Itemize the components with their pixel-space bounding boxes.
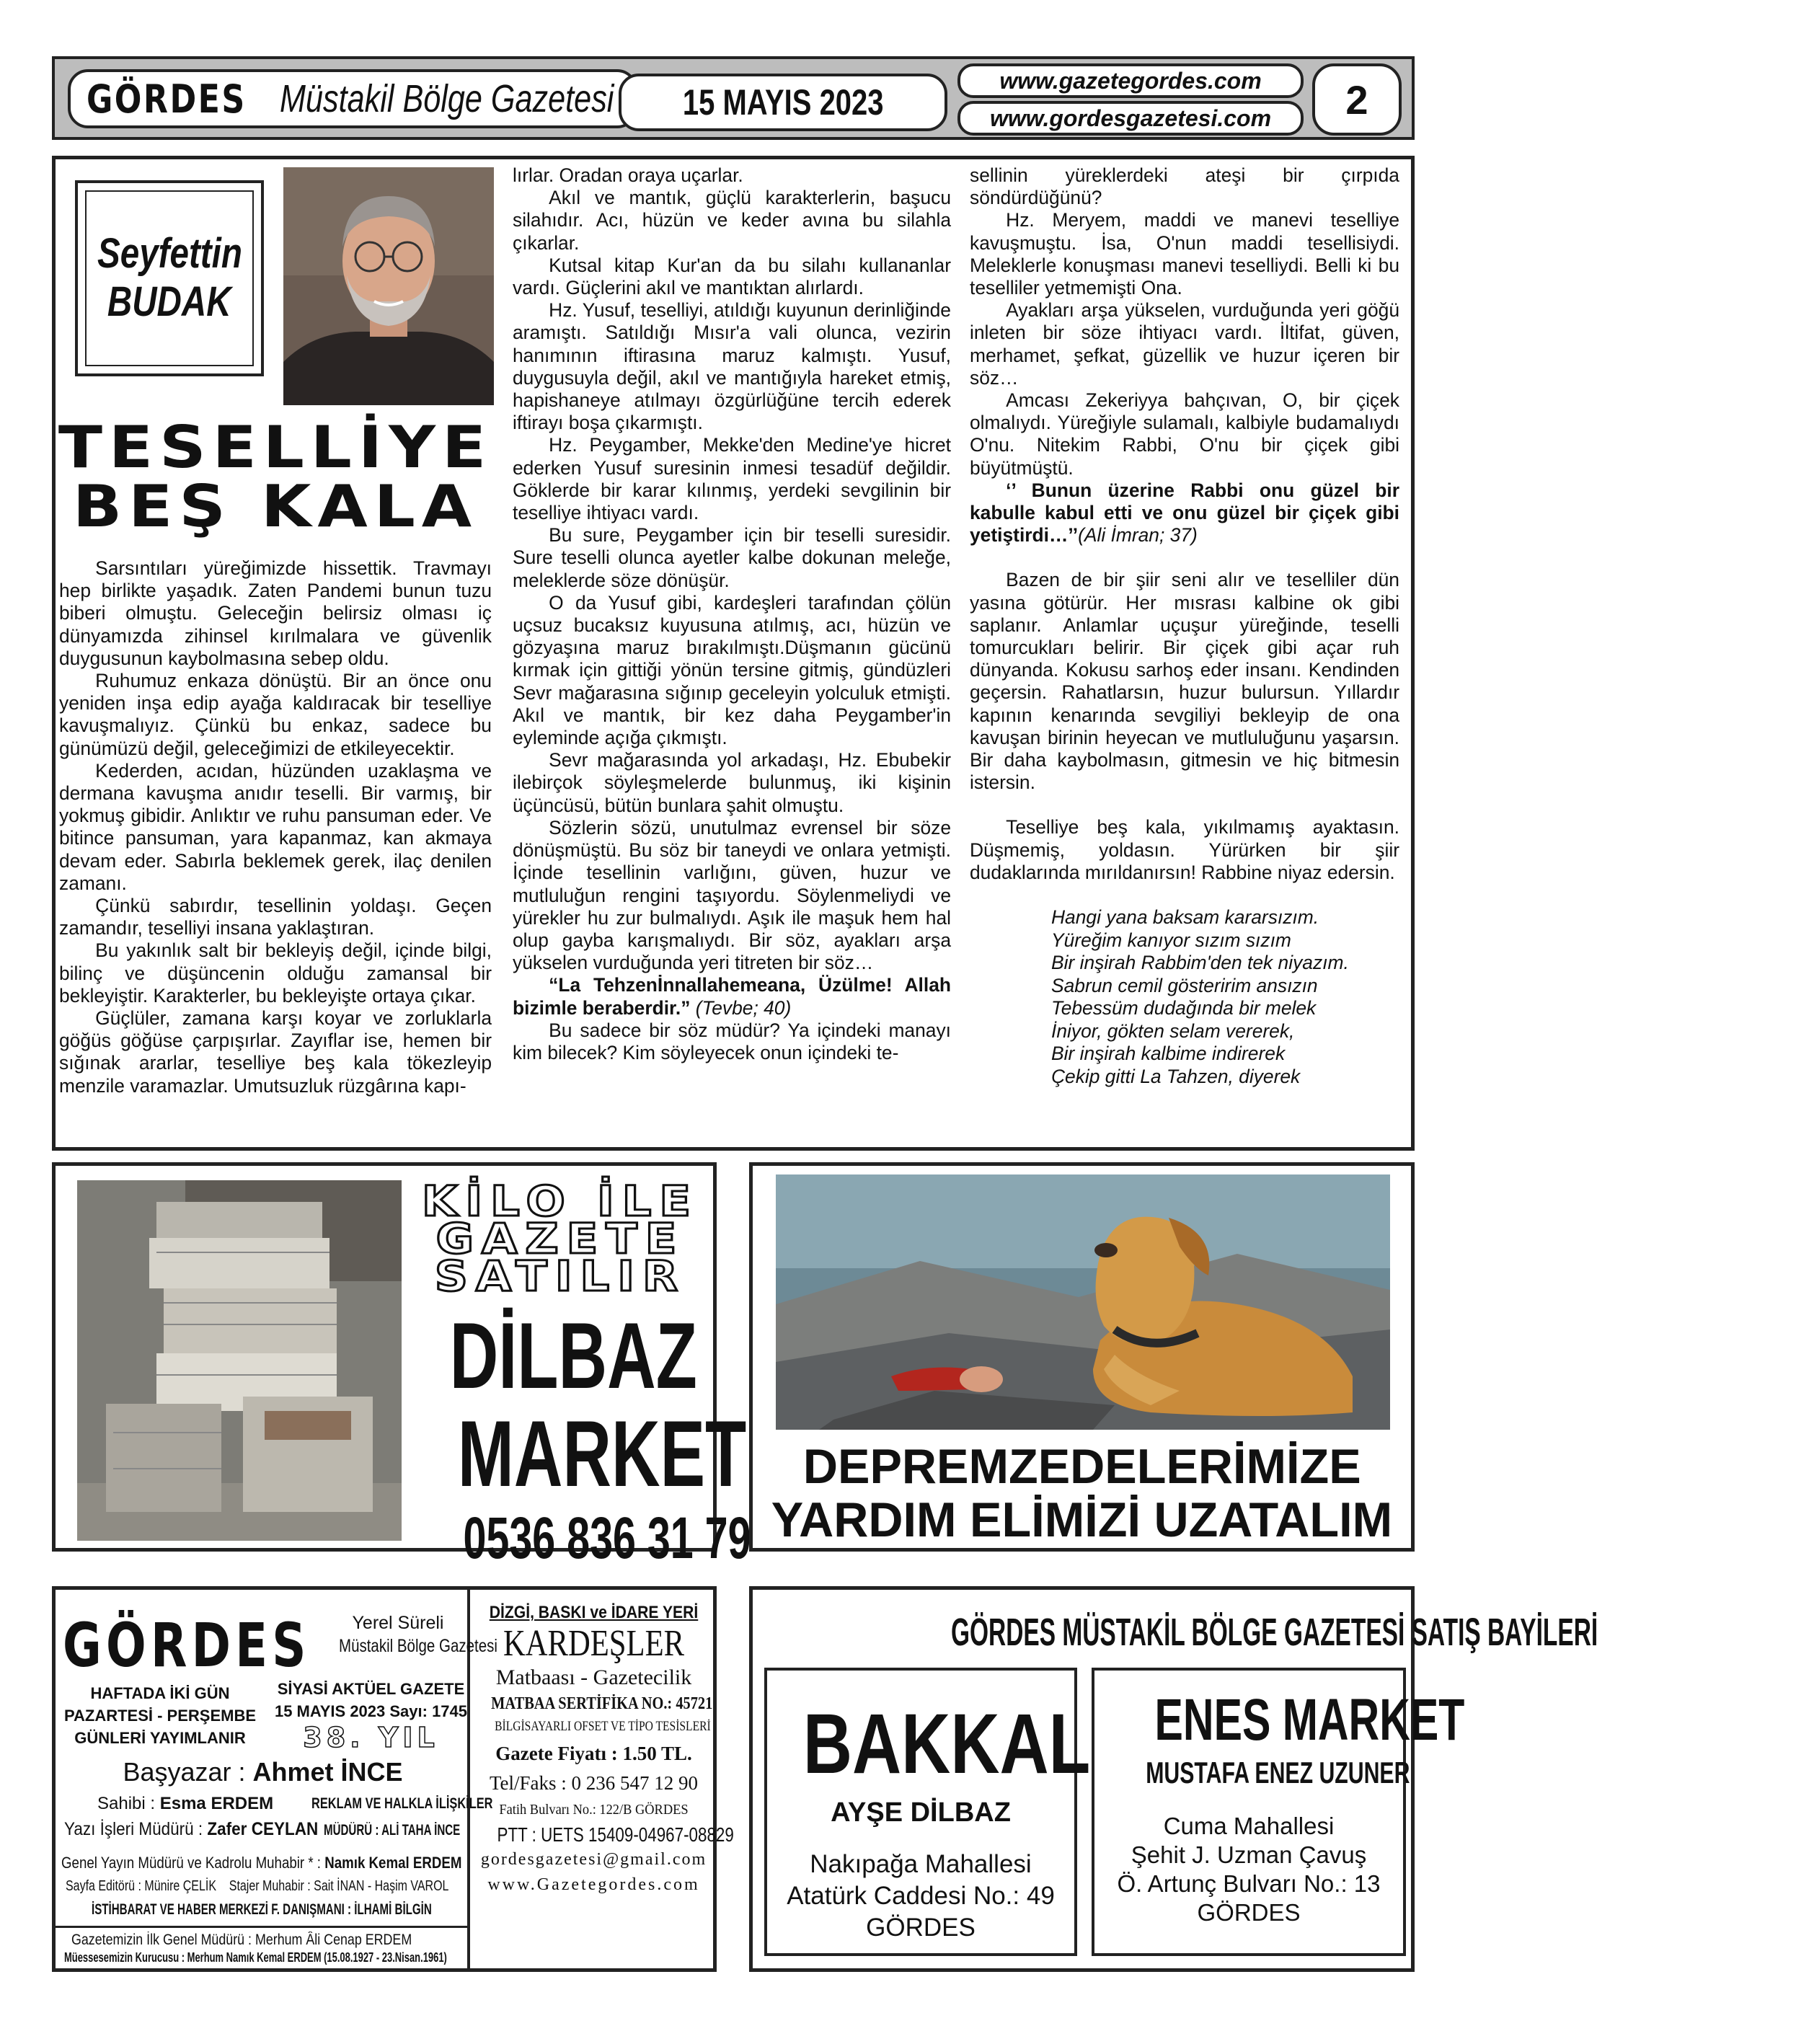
printer-phone: Tel/Faks : 0 236 547 12 90	[489, 1772, 699, 1794]
issue-info	[272, 1678, 470, 1751]
type-line-1: Yerel Süreli	[352, 1613, 444, 1633]
paragraph: Bu yakınlık salt bir bekleyiş değil, içinde bilgi, bilinç ve düşüncenin olduğu zamansal bir bekleyiştir. Karakterler, bu bekleyişte ortaya çıkar.	[59, 939, 492, 1006]
author-name-box	[75, 180, 264, 376]
printing-info	[473, 1590, 734, 1968]
printer-type: Matbaası - Gazetecilik	[495, 1665, 692, 1689]
imprint-brand: GÖRDES	[63, 1610, 311, 1681]
dealers-title-wrap	[753, 1610, 1598, 1655]
quote-source: (Tevbe; 40)	[695, 996, 792, 1019]
address-line: Atatürk Caddesi No.: 49	[787, 1882, 1055, 1910]
printer-name: KARDEŞLER	[503, 1623, 685, 1664]
dealer-name: BAKKAL	[802, 1696, 1091, 1792]
dealers-title: GÖRDES MÜSTAKİL BÖLGE GAZETESİ SATIŞ BAYİLERİ	[950, 1611, 1598, 1654]
dealers-box	[749, 1586, 1598, 1972]
page-number-pill	[1312, 63, 1402, 136]
desk-editor-name: Zafer CEYLAN	[207, 1819, 319, 1839]
pr-manager: MÜDÜRÜ : ALİ TAHA İNCE	[324, 1822, 461, 1839]
headline-line-1: TESELLİYE	[58, 414, 493, 481]
poem	[970, 906, 1399, 1088]
earthquake-ad	[749, 1162, 1415, 1552]
chief-editor-line	[56, 1757, 470, 1787]
paragraph: Hz. Meryem, maddi ve manevi teselliye kavuşmuştu. İsa, O'nun maddi tesellisiydi. Meleklerle konuşması manevi teselliydi. Belli ki bu teselliler yetmemişti Ona.	[970, 209, 1399, 299]
printing-head: DİZGİ, BASKI ve İDARE YERİ	[489, 1603, 699, 1622]
website-link-2[interactable]: www.gordesgazetesi.com	[989, 105, 1272, 131]
address-line: Ö. Artunç Bulvarı No.: 13	[1117, 1870, 1381, 1897]
quote-text: ‘’ Bunun üzerine Rabbi onu güzel bir kabulle kabul etti ve onu güzel bir çiçek gibi yetiştirdi…’’	[970, 479, 1399, 547]
owner-name: Esma ERDEM	[159, 1794, 274, 1813]
website-link-1[interactable]: www.gazetegordes.com	[999, 67, 1262, 94]
paragraph: Bazen de bir şiir seni alır ve teselliler dün yasına götürür. Her mısrası kalbine ok gibi saplanır. Anlamlar uçuşur yüreğinde, teselli tomurcukları belirir. Bir çiçek gibi açar ruh dünyanda. Kokusu sarhoş eder insanı. Kendinden geçersin. Rahatlarsın, huzur bulursun. Yıllardır kapının kenarında sevgiliyi bekleyip de ona kavuşan birinin heyecan ve mutluluğunu yaşarsın. Bir daha kaybolmasın, gitmesin ve hiç bitmesin istersin.	[970, 569, 1399, 794]
paragraph: Bu sadece bir söz müdür? Ya içindeki manayı kim bilecek? Kim söyleyecek onun içindeki te-	[513, 1019, 951, 1063]
page-header	[52, 56, 1415, 140]
genre-label: SİYASİ AKTÜEL GAZETE	[277, 1680, 465, 1698]
printer-cert: MATBAA SERTİFİKA NO.: 45721	[491, 1694, 713, 1713]
first-gm-line: Gazetemizin İlk Genel Müdürü : Merhum Âli Cenap ERDEM	[71, 1932, 412, 1948]
contact-email[interactable]: gordesgazetesi@gmail.com	[480, 1850, 707, 1869]
chief-editor-name: Ahmet İNCE	[252, 1757, 403, 1787]
type-line-2: Müstakil Bölge Gazetesi	[339, 1636, 497, 1656]
newspaper-stack-photo	[77, 1180, 402, 1541]
rescue-dog-photo	[776, 1174, 1390, 1430]
role-label: Yazı İşleri Müdürü :	[64, 1819, 203, 1839]
dealer-address	[767, 1849, 1074, 1944]
role-label: Başyazar :	[123, 1757, 246, 1787]
ad-line-3: SATILIR	[434, 1252, 686, 1301]
article-headline	[58, 414, 493, 540]
gm-line	[61, 1854, 461, 1872]
paragraph: lırlar. Oradan oraya uçarlar.	[513, 164, 743, 186]
ptt-code: PTT : UETS 15409-04967-08829	[497, 1823, 734, 1846]
market-ad-text	[402, 1177, 751, 1572]
dealer-name: ENES MARKET	[1154, 1687, 1465, 1753]
poem-line: İniyor, gökten selam vererek,	[1051, 1019, 1295, 1042]
paragraph: sellinin yüreklerdeki ateşi bir çırpıda söndürdüğünü?	[970, 164, 1399, 209]
quote-text: “La Tehzenİnnallahemeana, Üzülme! Allah bizimle beraberdir.”	[513, 974, 951, 1019]
dealer-card-bakkal	[764, 1668, 1091, 1956]
dealer-owner: MUSTAFA ENEZ UZUNER	[1146, 1756, 1410, 1789]
poem-line: Çekip gitti La Tahzen, diyerek	[1051, 1065, 1301, 1087]
address-line: GÖRDES	[1197, 1899, 1301, 1926]
gm-name: Namık Kemal ERDEM	[324, 1854, 462, 1872]
quote-paragraph	[513, 974, 951, 1019]
paragraph: O da Yusuf gibi, kardeşleri tarafından çölün uçsuz bucaksız kuyusuna atılmış, acı, hüzün ve gözyaşına maruz bırakılmıştı.Düşmanın gücünü kırmak için gittiği yönün tersine gitmiş, gündüzleri Sevr mağarasına sığınıp geceleyin yolculuk etmişti. Akıl ve mantık, bir kez daha Peygamber'in eyleminde açığa çıkmıştı.	[513, 591, 951, 749]
market-name-1: DİLBAZ	[449, 1303, 697, 1408]
poem-line: Sabrun cemil gösteririm ansızın	[1051, 974, 1318, 996]
founder-line: Müessesemizin Kurucusu : Merhum Namık Kemal ERDEM (15.08.1927 - 23.Nisan.1961)	[64, 1950, 447, 1965]
earthquake-text-2: YARDIM ELİMİZİ UZATALIM	[771, 1492, 1393, 1547]
paragraph: Ayakları arşa yükselen, vurduğunda yeri göğü inleten bir söze ihtiyacı vardı. İltifat, güven, merhamet, şefkat, güzellik ve huzur içeren bir söz…	[970, 299, 1399, 389]
paragraph: Hz. Yusuf, teselliyi, atıldığı kuyunun derinliğinde aramıştı. Satıldığı Mısır'a vali olunca, vezirin hanımının iftirasına maruz kalmıştı. Yusuf, duygusuyla değil, akıl ve mantığıyla hareket etmiş, hapishaneye atılmayı özgürlüğüne tercih ederek iftirayı boşa çıkarmıştı.	[513, 299, 951, 434]
author-photo	[283, 167, 494, 405]
desk-line	[64, 1819, 318, 1840]
paragraph: Kederden, acıdan, hüzünden uzaklaşma ve dermana kavuşma anıdır teselli. Bir varmış, bir yokmuş gibidir. Anlıktır ve ruhu pansuman eder. Ve bitince pansuman, yara kapanmaz, kan akmaya devam eder. Sabırla beklemek gerek, ilaç denilen zamanı.	[59, 759, 492, 894]
imprint-box	[52, 1586, 734, 1972]
printer-address: Fatih Bulvarı No.: 122/B GÖRDES	[499, 1802, 689, 1818]
poem-line: Tebessüm dudağında bir melek	[1051, 997, 1317, 1019]
divider	[56, 1926, 470, 1928]
printer-facilities: BİLGİSAYARLI OFSET VE TİPO TESİSLERİ	[495, 1719, 711, 1734]
owner-line	[97, 1794, 273, 1814]
publication-type	[326, 1611, 497, 1658]
pr-label: REKLAM VE HALKLA İLİŞKİLER	[311, 1795, 493, 1812]
paragraph: Sözlerin sözü, unutulmaz evrensel bir söze dönüşmüştü. Bu söz bir taneydi ve onlara yetmişti. İçinde tesellinin varlığını, güven, huzur ve mutluluğun rengini taşıyordu. Söylenmeliydi ve yürekler hu zur bulmalıydı. Aşık ile maşuk hem hal olup gayba karışmalıydı. Bir söz, ayakları arşa yükselen vurduğunda yeri titreten bir söz…	[513, 816, 951, 974]
paragraph: Amcası Zekeriyya bahçıvan, O, bir çiçek olmalıydı. Yüreğiyle sulamalı, kalbiyle budamalıydı O'nu. Nitekim Rabbi, O'nu bir çiçek gibi büyütmüştü.	[970, 389, 1399, 479]
article-column-3	[970, 164, 1399, 1088]
newspaper-price: Gazete Fiyatı : 1.50 TL.	[495, 1743, 692, 1764]
newspaper-subtitle: Müstakil Bölge Gazetesi	[280, 77, 614, 120]
date-pill	[619, 74, 947, 131]
quote-source: (Ali İmran; 37)	[1078, 524, 1198, 547]
paragraph: Sarsıntıları yüreğimizde hissettik. Travmayı hep birlikte yaşadık. Zaten Pandemi bunun tuzu biberi olmuştu. Geleceğin belirsiz olması iç dünyamızda zihinsel kırılmalara ve güvenlik duygusunun kaybolmasına sebep oldu.	[59, 557, 492, 669]
dealer-address	[1094, 1812, 1403, 1927]
paragraph: Hz. Peygamber, Mekke'den Medine'ye hicret ederken Yusuf suresinin inmesi tesadüf değildir. Göklerde bir karar kılınmış, yerdeki sevgilinin bir teselliye ihtiyacı vardı.	[513, 434, 951, 524]
quote-paragraph	[970, 479, 1399, 547]
contact-website[interactable]: www.Gazetegordes.com	[487, 1875, 700, 1894]
article-column-1	[59, 557, 492, 1097]
poem-line: Bir inşirah kalbime indirerek	[1051, 1043, 1286, 1065]
ad-line-2: GAZETE	[435, 1214, 685, 1263]
address-line: Nakıpağa Mahallesi	[810, 1850, 1032, 1878]
earthquake-text-1: DEPREMZEDELERİMİZE	[802, 1439, 1361, 1494]
headline-line-2: BEŞ KALA	[72, 472, 479, 540]
publication-schedule	[56, 1682, 265, 1749]
paragraph: Akıl ve mantık, güçlü karakterlerin, başucu silahıdır. Acı, hüzün ve keder avına bu silahla çıkarlar.	[513, 187, 951, 254]
paragraph: Bu sure, Peygamber için bir teselli suresidir. Sure teselli olunca ayetler kalbe dokunan meleğe, meleklerde söze dönüşür.	[513, 524, 951, 591]
market-phone: 0536 836 31 79	[463, 1505, 751, 1571]
paragraph: Teselliye beş kala, yıkılmamış ayaktasın. Düşmemiş, yoldasın. Yürürken bir şiir dudaklarında mırıldanırsın! Rabbine niyaz edersin.	[970, 816, 1399, 883]
dealer-card-enes	[1092, 1668, 1465, 1956]
address-line: Şehit J. Uzman Çavuş	[1131, 1841, 1367, 1868]
article-column-2	[513, 164, 951, 1064]
website-pill-2[interactable]	[957, 101, 1304, 136]
market-name-2: MARKET	[457, 1401, 747, 1506]
ad-line-1: KİLO İLE	[421, 1177, 699, 1226]
role-label: Sahibi :	[97, 1794, 156, 1813]
issue-date: 15 MAYIS 2023	[682, 82, 884, 123]
schedule-line: GÜNLERİ YAYIMLANIR	[74, 1729, 246, 1747]
page-number: 2	[1345, 76, 1368, 123]
address-line: GÖRDES	[866, 1914, 976, 1942]
dealer-owner: AYŞE DİLBAZ	[831, 1797, 1011, 1828]
staff-line	[66, 1878, 448, 1895]
publisher-info	[56, 1590, 497, 1968]
paragraph: Çünkü sabırdır, tesellinin yoldaşı. Geçen zamandır, teselliyi insana yaklaştıran.	[59, 895, 492, 939]
market-ad	[52, 1162, 751, 1571]
paragraph: Sevr mağarasında yol arkadaşı, Hz. Ebubekir ilebirçok söyleşmelerde bulunmuş, iki kişinin üçüncüsü, bütün bunlara şahit olmuştu.	[513, 749, 951, 816]
paragraph: Kutsal kitap Kur'an da bu silahı kullananlar vardı. Güçlerini akıl ve mantıktan alırlardı.	[513, 254, 951, 299]
poem-line: Hangi yana baksam kararsızım.	[1051, 906, 1319, 929]
schedule-line: PAZARTESİ - PERŞEMBE	[63, 1707, 257, 1725]
schedule-line: HAFTADA İKİ GÜN	[90, 1684, 230, 1702]
interns: Stajer Muhabir : Sait İNAN - Haşim VAROL	[229, 1878, 449, 1894]
masthead-pill	[68, 69, 637, 128]
poem-line: Bir inşirah Rabbim'den tek niyazım.	[1051, 952, 1349, 974]
author-first-name: Seyfettin	[97, 230, 242, 278]
poem-line: Yüreğim kanıyor sızım sızım	[1051, 929, 1291, 951]
address-line: Cuma Mahallesi	[1163, 1813, 1335, 1839]
author-last-name: BUDAK	[107, 278, 231, 325]
intel-line: İSTİHBARAT VE HABER MERKEZİ F. DANIŞMANI : İLHAMİ BİLGİN	[92, 1901, 432, 1918]
newspaper-brand: GÖRDES	[87, 76, 247, 122]
earthquake-text-2-wrap	[753, 1492, 1411, 1548]
paragraph: Güçlüler, zamana karşı koyar ve zorluklarla göğüs göğüse çarpışırlar. Zayıflar ise, hemen bir sığınak ararlar, teselliye beş kala tökezleyip menzile varamazlar. Umutsuzluk rüzgârına kapı-	[59, 1007, 492, 1097]
year-badge: 38. YIL	[303, 1722, 439, 1753]
page-editor: Sayfa Editörü : Münire ÇELİK	[66, 1878, 216, 1894]
issue-number: 15 MAYIS 2023 Sayı: 1745	[274, 1702, 468, 1720]
website-pill-1[interactable]	[957, 63, 1304, 98]
paragraph: Ruhumuz enkaza dönüştü. Bir an önce onu yeniden inşa edip ayağa kaldıracak bir teselliye kavuşmalıyız. Çünkü bu enkaz, sadece bu günümüzü değil, geleceğimizi de etkileyecektir.	[59, 670, 492, 759]
earthquake-text-1-wrap	[753, 1438, 1411, 1495]
role-label: Genel Yayın Müdürü ve Kadrolu Muhabir * :	[61, 1854, 322, 1872]
